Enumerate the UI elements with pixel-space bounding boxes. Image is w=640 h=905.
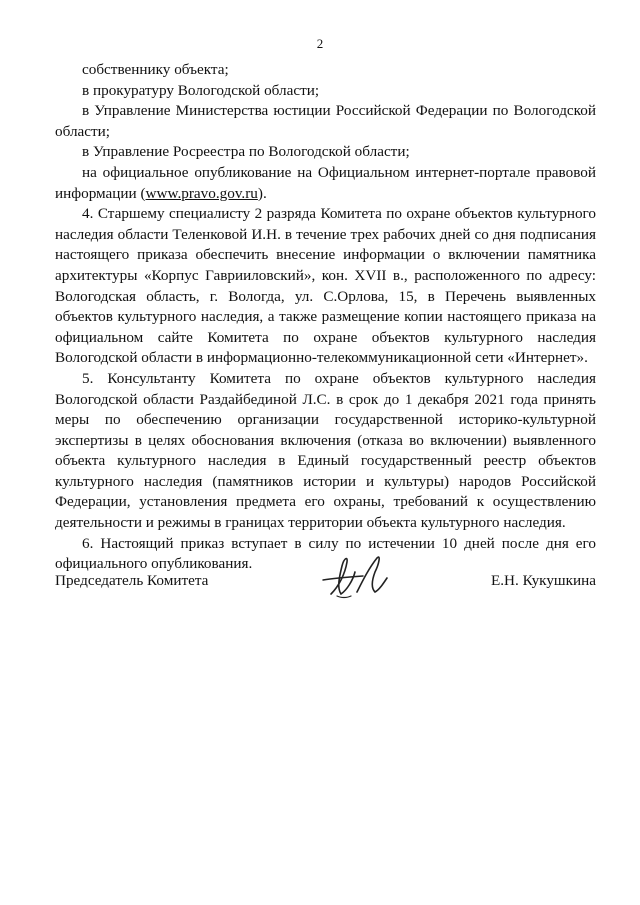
paragraph-rosreestr: в Управление Росреестра по Вологодской области; [82,143,410,161]
paragraph-publication [55,163,596,204]
publication-text: на официальное опубликование на Официальном интернет-портале правовой информации ( [55,163,596,202]
paragraph-owner: собственнику объекта; [82,61,229,78]
publication-suffix: ). [257,184,267,202]
paragraph-item-5: 5. Консультанту Комитета по охране объектов культурного наследия Вологодской области Раздайбединой Л.С. в срок до 1 декабря 2021 года принять меры по обеспечению организации государственной историко-культурной экспертизы в целях обоснования включения (отказа во включении) выявленного объекта культурного наследия в Единый государственный реестр объектов культурного наследия (памятников истории и культуры) народов Российской Федерации, установления предмета его охраны, требований к осуществлению деятельности и режимы в границах территории объекта культурного наследия. [55,369,596,532]
paragraph-prosecutor: в прокуратуру Вологодской области; [82,81,320,99]
paragraph-justice-ministry: в Управление Министерства юстиции Российской Федерации по Вологодской области; [55,102,596,140]
handwritten-signature [317,550,401,602]
signatory-title: Председатель Комитета [55,572,209,589]
page-number: 2 [316,36,324,51]
signatory-name: Е.Н. Кукушкина [490,572,596,589]
document-body [55,60,596,575]
pravo-link[interactable]: www.pravo.gov.ru [145,184,258,202]
paragraph-item-6: 6. Настоящий приказ вступает в силу по истечении 10 дней после дня его официального опубликования. [55,534,596,573]
paragraph-item-4: 4. Старшему специалисту 2 разряда Комитета по охране объектов культурного наследия области Теленковой И.Н. в течение трех рабочих дней со дня подписания настоящего приказа обеспечить внесение информации о включении памятника архитектуры «Корпус Гаврииловский», кон. XVII в., расположенного по адресу: Вологодская область, г. Вологда, ул. С.Орлова, 15, в Перечень выявленных объектов культурного наследия, а также размещение копии настоящего приказа на официальном сайте Комитета по охране объектов культурного наследия Вологодской области в информационно-телекоммуникационной сети «Интернет». [55,205,596,367]
signature-block [55,562,596,602]
